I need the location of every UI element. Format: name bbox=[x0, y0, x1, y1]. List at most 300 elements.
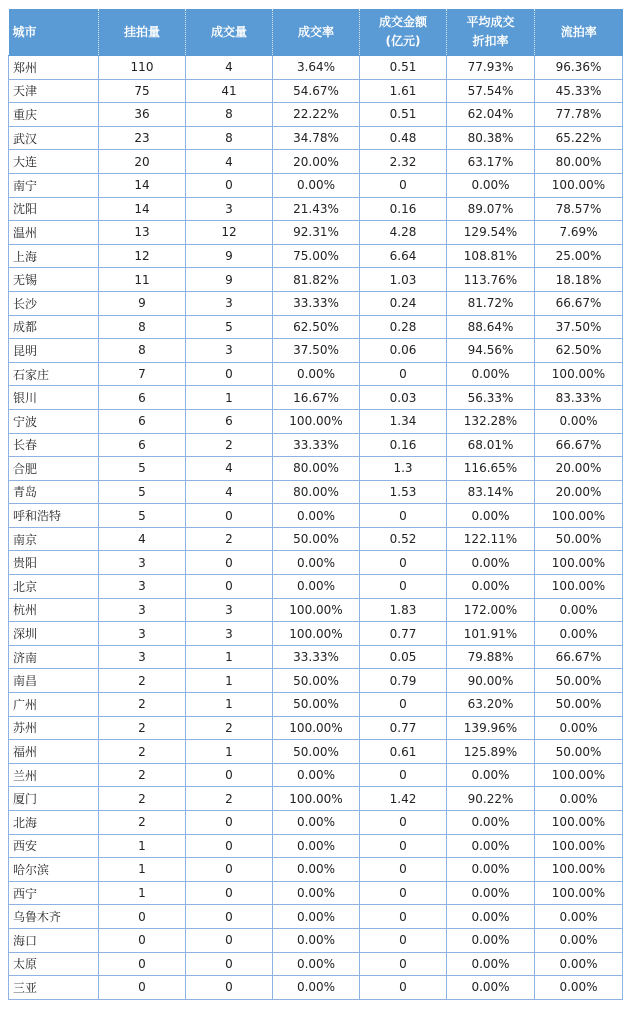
city-cell: 郑州 bbox=[9, 56, 99, 80]
deal-count-cell: 0 bbox=[186, 763, 273, 787]
deal-count-cell: 3 bbox=[186, 339, 273, 363]
header-label-line1: 平均成交 bbox=[466, 15, 515, 29]
listed-count-cell: 0 bbox=[99, 905, 186, 929]
deal-rate-cell: 50.00% bbox=[273, 527, 360, 551]
city-cell: 石家庄 bbox=[9, 362, 99, 386]
failed-rate-cell: 0.00% bbox=[535, 409, 623, 433]
failed-rate-cell: 83.33% bbox=[535, 386, 623, 410]
failed-rate-cell: 100.00% bbox=[535, 504, 623, 528]
listed-count-cell: 9 bbox=[99, 291, 186, 315]
deal-rate-cell: 0.00% bbox=[273, 905, 360, 929]
failed-rate-cell: 100.00% bbox=[535, 834, 623, 858]
deal-count-cell: 6 bbox=[186, 409, 273, 433]
failed-rate-cell: 20.00% bbox=[535, 457, 623, 481]
table-row bbox=[9, 740, 623, 764]
city-cell: 北京 bbox=[9, 575, 99, 599]
listed-count-cell: 75 bbox=[99, 79, 186, 103]
city-cell: 沈阳 bbox=[9, 197, 99, 221]
avg-discount-cell: 83.14% bbox=[447, 480, 535, 504]
avg-discount-cell: 68.01% bbox=[447, 433, 535, 457]
deal-amount-cell: 0.24 bbox=[360, 291, 447, 315]
listed-count-cell: 3 bbox=[99, 551, 186, 575]
table-row bbox=[9, 834, 623, 858]
deal-rate-cell: 33.33% bbox=[273, 433, 360, 457]
city-cell: 广州 bbox=[9, 693, 99, 717]
table-row bbox=[9, 197, 623, 221]
table-row bbox=[9, 763, 623, 787]
table-row bbox=[9, 575, 623, 599]
failed-rate-cell: 18.18% bbox=[535, 268, 623, 292]
avg-discount-cell: 57.54% bbox=[447, 79, 535, 103]
deal-amount-cell: 0.16 bbox=[360, 197, 447, 221]
deal-count-cell: 1 bbox=[186, 740, 273, 764]
table-row bbox=[9, 598, 623, 622]
deal-count-cell: 8 bbox=[186, 103, 273, 127]
deal-rate-cell: 0.00% bbox=[273, 575, 360, 599]
city-cell: 厦门 bbox=[9, 787, 99, 811]
deal-amount-cell: 0 bbox=[360, 575, 447, 599]
table-row bbox=[9, 339, 623, 363]
deal-rate-cell: 37.50% bbox=[273, 339, 360, 363]
failed-rate-cell: 0.00% bbox=[535, 598, 623, 622]
deal-amount-cell: 0 bbox=[360, 504, 447, 528]
listed-count-cell: 2 bbox=[99, 669, 186, 693]
deal-amount-cell: 0.52 bbox=[360, 527, 447, 551]
failed-rate-cell: 100.00% bbox=[535, 362, 623, 386]
deal-rate-cell: 33.33% bbox=[273, 645, 360, 669]
deal-rate-cell: 0.00% bbox=[273, 928, 360, 952]
listed-count-cell: 6 bbox=[99, 433, 186, 457]
deal-count-cell: 4 bbox=[186, 150, 273, 174]
deal-count-cell: 1 bbox=[186, 645, 273, 669]
table-row bbox=[9, 221, 623, 245]
failed-rate-cell: 66.67% bbox=[535, 291, 623, 315]
deal-count-cell: 0 bbox=[186, 952, 273, 976]
table-row bbox=[9, 386, 623, 410]
deal-amount-cell: 0 bbox=[360, 881, 447, 905]
failed-rate-cell: 50.00% bbox=[535, 527, 623, 551]
deal-rate-cell: 81.82% bbox=[273, 268, 360, 292]
city-cell: 银川 bbox=[9, 386, 99, 410]
avg-discount-cell: 63.20% bbox=[447, 693, 535, 717]
failed-rate-cell: 66.67% bbox=[535, 645, 623, 669]
header-label-line1: 成交金额 bbox=[378, 15, 427, 29]
city-cell: 西安 bbox=[9, 834, 99, 858]
deal-amount-cell: 0.28 bbox=[360, 315, 447, 339]
table-row bbox=[9, 150, 623, 174]
deal-count-cell: 0 bbox=[186, 575, 273, 599]
table-row bbox=[9, 669, 623, 693]
deal-rate-cell: 75.00% bbox=[273, 244, 360, 268]
deal-rate-cell: 0.00% bbox=[273, 858, 360, 882]
table-row bbox=[9, 362, 623, 386]
deal-count-cell: 0 bbox=[186, 928, 273, 952]
city-cell: 乌鲁木齐 bbox=[9, 905, 99, 929]
failed-rate-cell: 100.00% bbox=[535, 763, 623, 787]
city-cell: 成都 bbox=[9, 315, 99, 339]
city-cell: 杭州 bbox=[9, 598, 99, 622]
deal-amount-cell: 0 bbox=[360, 763, 447, 787]
deal-count-cell: 2 bbox=[186, 527, 273, 551]
avg-discount-cell: 108.81% bbox=[447, 244, 535, 268]
listed-count-cell: 3 bbox=[99, 575, 186, 599]
avg-discount-cell: 89.07% bbox=[447, 197, 535, 221]
header-label-line1: 挂拍量 bbox=[123, 24, 160, 39]
city-auction-table bbox=[8, 9, 623, 1000]
deal-rate-cell: 100.00% bbox=[273, 787, 360, 811]
table-row bbox=[9, 409, 623, 433]
listed-count-cell: 5 bbox=[99, 504, 186, 528]
table-row bbox=[9, 928, 623, 952]
listed-count-cell: 36 bbox=[99, 103, 186, 127]
listed-count-header bbox=[99, 9, 186, 56]
listed-count-cell: 0 bbox=[99, 976, 186, 1000]
listed-count-cell: 3 bbox=[99, 598, 186, 622]
avg-discount-cell: 88.64% bbox=[447, 315, 535, 339]
deal-rate-cell: 22.22% bbox=[273, 103, 360, 127]
table-row bbox=[9, 858, 623, 882]
listed-count-cell: 2 bbox=[99, 811, 186, 835]
listed-count-cell: 8 bbox=[99, 315, 186, 339]
city-cell: 长春 bbox=[9, 433, 99, 457]
deal-count-cell: 1 bbox=[186, 693, 273, 717]
table-row bbox=[9, 504, 623, 528]
deal-amount-cell: 0.77 bbox=[360, 716, 447, 740]
header-row bbox=[9, 9, 623, 56]
failed-rate-cell: 0.00% bbox=[535, 952, 623, 976]
table-row bbox=[9, 103, 623, 127]
deal-amount-cell: 0 bbox=[360, 693, 447, 717]
deal-count-cell: 4 bbox=[186, 457, 273, 481]
deal-rate-cell: 100.00% bbox=[273, 409, 360, 433]
listed-count-cell: 13 bbox=[99, 221, 186, 245]
deal-amount-cell: 0.61 bbox=[360, 740, 447, 764]
deal-count-cell: 5 bbox=[186, 315, 273, 339]
deal-amount-cell: 2.32 bbox=[360, 150, 447, 174]
deal-rate-cell: 50.00% bbox=[273, 693, 360, 717]
deal-rate-cell: 0.00% bbox=[273, 976, 360, 1000]
deal-amount-cell: 1.83 bbox=[360, 598, 447, 622]
deal-amount-cell: 0.79 bbox=[360, 669, 447, 693]
listed-count-cell: 110 bbox=[99, 56, 186, 80]
table-row bbox=[9, 811, 623, 835]
deal-rate-cell: 80.00% bbox=[273, 457, 360, 481]
listed-count-cell: 1 bbox=[99, 858, 186, 882]
deal-count-cell: 0 bbox=[186, 173, 273, 197]
city-cell: 兰州 bbox=[9, 763, 99, 787]
deal-count-cell: 0 bbox=[186, 976, 273, 1000]
deal-amount-cell: 0.03 bbox=[360, 386, 447, 410]
table-row bbox=[9, 433, 623, 457]
city-cell: 南宁 bbox=[9, 173, 99, 197]
table-row bbox=[9, 693, 623, 717]
failed-rate-cell: 100.00% bbox=[535, 881, 623, 905]
listed-count-cell: 2 bbox=[99, 787, 186, 811]
deal-count-cell: 8 bbox=[186, 126, 273, 150]
deal-amount-cell: 0 bbox=[360, 905, 447, 929]
table-row bbox=[9, 173, 623, 197]
deal-rate-cell: 50.00% bbox=[273, 669, 360, 693]
deal-rate-cell: 20.00% bbox=[273, 150, 360, 174]
avg-discount-cell: 0.00% bbox=[447, 811, 535, 835]
deal-rate-cell: 0.00% bbox=[273, 551, 360, 575]
avg-discount-cell: 172.00% bbox=[447, 598, 535, 622]
city-cell: 温州 bbox=[9, 221, 99, 245]
avg-discount-cell: 63.17% bbox=[447, 150, 535, 174]
avg-discount-cell: 77.93% bbox=[447, 56, 535, 80]
deal-amount-cell: 0 bbox=[360, 834, 447, 858]
table-row bbox=[9, 881, 623, 905]
avg-discount-cell: 0.00% bbox=[447, 834, 535, 858]
failed-rate-cell: 50.00% bbox=[535, 693, 623, 717]
deal-amount-cell: 0 bbox=[360, 976, 447, 1000]
avg-discount-cell: 113.76% bbox=[447, 268, 535, 292]
city-cell: 宁波 bbox=[9, 409, 99, 433]
failed-rate-cell: 45.33% bbox=[535, 79, 623, 103]
deal-count-cell: 2 bbox=[186, 716, 273, 740]
avg-discount-cell: 0.00% bbox=[447, 575, 535, 599]
city-cell: 太原 bbox=[9, 952, 99, 976]
listed-count-cell: 5 bbox=[99, 457, 186, 481]
deal-rate-cell: 100.00% bbox=[273, 622, 360, 646]
deal-amount-cell: 0 bbox=[360, 173, 447, 197]
deal-count-header bbox=[186, 9, 273, 56]
table-row bbox=[9, 79, 623, 103]
avg-discount-cell: 116.65% bbox=[447, 457, 535, 481]
city-cell: 昆明 bbox=[9, 339, 99, 363]
avg-discount-cell: 80.38% bbox=[447, 126, 535, 150]
deal-count-cell: 3 bbox=[186, 622, 273, 646]
failed-rate-cell: 100.00% bbox=[535, 811, 623, 835]
deal-count-cell: 0 bbox=[186, 362, 273, 386]
deal-count-cell: 9 bbox=[186, 268, 273, 292]
deal-amount-cell: 4.28 bbox=[360, 221, 447, 245]
deal-count-cell: 0 bbox=[186, 811, 273, 835]
city-cell: 南京 bbox=[9, 527, 99, 551]
city-cell: 青岛 bbox=[9, 480, 99, 504]
deal-count-cell: 9 bbox=[186, 244, 273, 268]
deal-amount-cell: 0 bbox=[360, 551, 447, 575]
deal-amount-cell: 0.77 bbox=[360, 622, 447, 646]
avg-discount-cell: 132.28% bbox=[447, 409, 535, 433]
city-cell: 哈尔滨 bbox=[9, 858, 99, 882]
city-auction-table-container bbox=[8, 9, 622, 1000]
avg-discount-cell: 125.89% bbox=[447, 740, 535, 764]
deal-count-cell: 41 bbox=[186, 79, 273, 103]
failed-rate-cell: 100.00% bbox=[535, 575, 623, 599]
city-cell: 贵阳 bbox=[9, 551, 99, 575]
avg-discount-cell: 0.00% bbox=[447, 858, 535, 882]
failed-rate-cell: 100.00% bbox=[535, 173, 623, 197]
listed-count-cell: 8 bbox=[99, 339, 186, 363]
city-cell: 重庆 bbox=[9, 103, 99, 127]
deal-rate-cell: 0.00% bbox=[273, 504, 360, 528]
avg-discount-cell: 0.00% bbox=[447, 952, 535, 976]
table-row bbox=[9, 716, 623, 740]
city-cell: 南昌 bbox=[9, 669, 99, 693]
deal-rate-cell: 3.64% bbox=[273, 56, 360, 80]
deal-rate-cell: 16.67% bbox=[273, 386, 360, 410]
avg-discount-cell: 0.00% bbox=[447, 551, 535, 575]
failed-rate-cell: 0.00% bbox=[535, 976, 623, 1000]
deal-amount-cell: 1.53 bbox=[360, 480, 447, 504]
listed-count-cell: 3 bbox=[99, 622, 186, 646]
avg-discount-cell: 0.00% bbox=[447, 173, 535, 197]
deal-amount-cell: 1.42 bbox=[360, 787, 447, 811]
deal-amount-cell: 0 bbox=[360, 362, 447, 386]
deal-count-cell: 0 bbox=[186, 551, 273, 575]
table-row bbox=[9, 976, 623, 1000]
avg-discount-cell: 0.00% bbox=[447, 928, 535, 952]
header-label-line1: 城市 bbox=[12, 24, 37, 39]
deal-amount-cell: 6.64 bbox=[360, 244, 447, 268]
avg-discount-cell: 94.56% bbox=[447, 339, 535, 363]
table-row bbox=[9, 315, 623, 339]
deal-count-cell: 0 bbox=[186, 905, 273, 929]
deal-rate-cell: 33.33% bbox=[273, 291, 360, 315]
avg-discount-cell: 122.11% bbox=[447, 527, 535, 551]
listed-count-cell: 0 bbox=[99, 928, 186, 952]
deal-rate-cell: 80.00% bbox=[273, 480, 360, 504]
deal-rate-cell: 0.00% bbox=[273, 811, 360, 835]
city-cell: 三亚 bbox=[9, 976, 99, 1000]
table-row bbox=[9, 244, 623, 268]
deal-count-cell: 4 bbox=[186, 480, 273, 504]
failed-rate-cell: 50.00% bbox=[535, 740, 623, 764]
deal-amount-cell: 0 bbox=[360, 928, 447, 952]
failed-rate-cell: 100.00% bbox=[535, 551, 623, 575]
avg-discount-cell: 139.96% bbox=[447, 716, 535, 740]
failed-rate-cell: 65.22% bbox=[535, 126, 623, 150]
deal-rate-cell: 0.00% bbox=[273, 173, 360, 197]
listed-count-cell: 1 bbox=[99, 834, 186, 858]
avg-discount-cell: 90.22% bbox=[447, 787, 535, 811]
table-row bbox=[9, 622, 623, 646]
failed-rate-cell: 100.00% bbox=[535, 858, 623, 882]
failed-rate-cell: 66.67% bbox=[535, 433, 623, 457]
listed-count-cell: 20 bbox=[99, 150, 186, 174]
failed-rate-cell: 20.00% bbox=[535, 480, 623, 504]
failed-rate-cell: 25.00% bbox=[535, 244, 623, 268]
deal-amount-cell: 0.16 bbox=[360, 433, 447, 457]
deal-rate-cell: 100.00% bbox=[273, 598, 360, 622]
city-cell: 上海 bbox=[9, 244, 99, 268]
deal-amount-cell: 0.06 bbox=[360, 339, 447, 363]
table-row bbox=[9, 126, 623, 150]
deal-amount-cell: 1.03 bbox=[360, 268, 447, 292]
failed-rate-cell: 78.57% bbox=[535, 197, 623, 221]
deal-amount-cell: 0.51 bbox=[360, 103, 447, 127]
avg-discount-cell: 0.00% bbox=[447, 362, 535, 386]
deal-count-cell: 0 bbox=[186, 881, 273, 905]
avg-discount-cell: 0.00% bbox=[447, 881, 535, 905]
city-cell: 海口 bbox=[9, 928, 99, 952]
deal-rate-cell: 21.43% bbox=[273, 197, 360, 221]
table-row bbox=[9, 952, 623, 976]
table-row bbox=[9, 787, 623, 811]
avg-discount-header bbox=[447, 9, 535, 56]
avg-discount-cell: 0.00% bbox=[447, 504, 535, 528]
deal-count-cell: 3 bbox=[186, 197, 273, 221]
listed-count-cell: 1 bbox=[99, 881, 186, 905]
avg-discount-cell: 79.88% bbox=[447, 645, 535, 669]
deal-rate-cell: 92.31% bbox=[273, 221, 360, 245]
listed-count-cell: 2 bbox=[99, 716, 186, 740]
avg-discount-cell: 81.72% bbox=[447, 291, 535, 315]
table-row bbox=[9, 268, 623, 292]
listed-count-cell: 5 bbox=[99, 480, 186, 504]
avg-discount-cell: 129.54% bbox=[447, 221, 535, 245]
deal-count-cell: 3 bbox=[186, 291, 273, 315]
city-cell: 苏州 bbox=[9, 716, 99, 740]
header-label-line1: 成交率 bbox=[297, 24, 334, 39]
table-row bbox=[9, 551, 623, 575]
deal-rate-cell: 0.00% bbox=[273, 834, 360, 858]
listed-count-cell: 7 bbox=[99, 362, 186, 386]
header-label-line2: (亿元) bbox=[385, 34, 421, 48]
table-body bbox=[9, 56, 623, 1000]
deal-rate-cell: 100.00% bbox=[273, 716, 360, 740]
deal-count-cell: 2 bbox=[186, 433, 273, 457]
failed-rate-cell: 50.00% bbox=[535, 669, 623, 693]
table-row bbox=[9, 480, 623, 504]
city-cell: 福州 bbox=[9, 740, 99, 764]
deal-count-cell: 0 bbox=[186, 504, 273, 528]
deal-amount-cell: 1.3 bbox=[360, 457, 447, 481]
city-header bbox=[9, 9, 99, 56]
avg-discount-cell: 90.00% bbox=[447, 669, 535, 693]
avg-discount-cell: 0.00% bbox=[447, 763, 535, 787]
listed-count-cell: 14 bbox=[99, 197, 186, 221]
listed-count-cell: 2 bbox=[99, 693, 186, 717]
deal-amount-cell: 0.51 bbox=[360, 56, 447, 80]
table-row bbox=[9, 56, 623, 80]
failed-rate-cell: 77.78% bbox=[535, 103, 623, 127]
failed-rate-cell: 0.00% bbox=[535, 905, 623, 929]
listed-count-cell: 0 bbox=[99, 952, 186, 976]
deal-rate-cell: 54.67% bbox=[273, 79, 360, 103]
deal-amount-cell: 0.05 bbox=[360, 645, 447, 669]
header-label-line1: 流拍率 bbox=[560, 24, 597, 39]
deal-count-cell: 1 bbox=[186, 386, 273, 410]
deal-rate-cell: 50.00% bbox=[273, 740, 360, 764]
failed-rate-cell: 0.00% bbox=[535, 622, 623, 646]
failed-rate-header bbox=[535, 9, 623, 56]
city-cell: 呼和浩特 bbox=[9, 504, 99, 528]
listed-count-cell: 2 bbox=[99, 740, 186, 764]
table-row bbox=[9, 905, 623, 929]
listed-count-cell: 3 bbox=[99, 645, 186, 669]
header-label-line2: 折扣率 bbox=[472, 34, 509, 48]
table-row bbox=[9, 527, 623, 551]
listed-count-cell: 11 bbox=[99, 268, 186, 292]
deal-count-cell: 2 bbox=[186, 787, 273, 811]
deal-rate-cell: 0.00% bbox=[273, 952, 360, 976]
failed-rate-cell: 7.69% bbox=[535, 221, 623, 245]
deal-rate-header bbox=[273, 9, 360, 56]
deal-rate-cell: 62.50% bbox=[273, 315, 360, 339]
listed-count-cell: 14 bbox=[99, 173, 186, 197]
city-cell: 无锡 bbox=[9, 268, 99, 292]
failed-rate-cell: 37.50% bbox=[535, 315, 623, 339]
city-cell: 济南 bbox=[9, 645, 99, 669]
table-row bbox=[9, 291, 623, 315]
failed-rate-cell: 62.50% bbox=[535, 339, 623, 363]
deal-count-cell: 12 bbox=[186, 221, 273, 245]
deal-rate-cell: 34.78% bbox=[273, 126, 360, 150]
city-cell: 长沙 bbox=[9, 291, 99, 315]
listed-count-cell: 23 bbox=[99, 126, 186, 150]
